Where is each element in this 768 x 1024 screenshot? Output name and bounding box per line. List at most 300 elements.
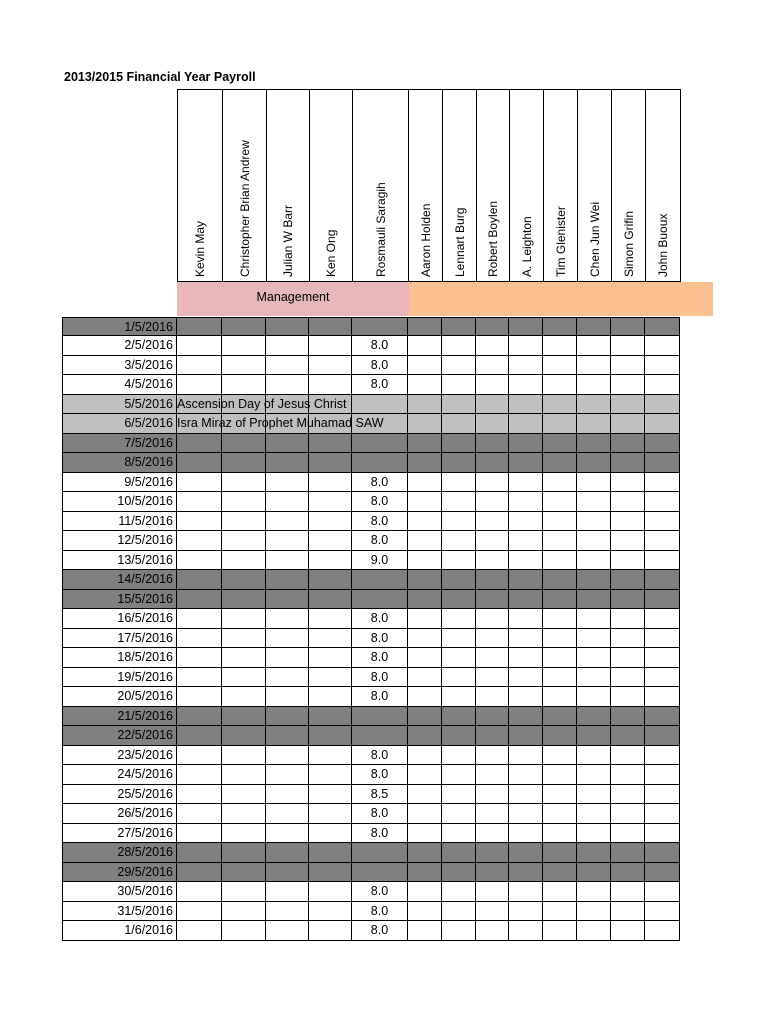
hours-cell[interactable] xyxy=(352,473,408,493)
date-cell[interactable] xyxy=(62,473,177,493)
hours-cell[interactable] xyxy=(543,707,577,727)
hours-cell[interactable] xyxy=(408,609,442,629)
hours-cell[interactable] xyxy=(352,902,408,922)
hours-cell[interactable] xyxy=(476,746,509,766)
hours-cell[interactable] xyxy=(577,726,611,746)
hours-cell[interactable] xyxy=(577,882,611,902)
hours-cell[interactable] xyxy=(577,687,611,707)
hours-cell[interactable] xyxy=(408,726,442,746)
hours-cell[interactable] xyxy=(266,434,309,454)
hours-cell[interactable] xyxy=(177,629,222,649)
date-cell[interactable] xyxy=(62,317,177,337)
hours-cell[interactable] xyxy=(309,336,352,356)
hours-cell[interactable] xyxy=(577,863,611,883)
hours-cell[interactable] xyxy=(476,492,509,512)
hours-cell[interactable] xyxy=(352,629,408,649)
hours-cell[interactable] xyxy=(476,648,509,668)
hours-cell[interactable] xyxy=(266,785,309,805)
hours-cell[interactable] xyxy=(222,317,266,337)
date-cell[interactable] xyxy=(62,707,177,727)
date-cell[interactable] xyxy=(62,863,177,883)
hours-cell[interactable] xyxy=(222,921,266,941)
hours-cell[interactable] xyxy=(442,395,476,415)
hours-cell[interactable] xyxy=(177,902,222,922)
hours-cell[interactable] xyxy=(222,746,266,766)
hours-cell[interactable] xyxy=(476,512,509,532)
hours-cell[interactable] xyxy=(645,551,680,571)
hours-cell[interactable] xyxy=(509,570,543,590)
hours-cell[interactable] xyxy=(509,765,543,785)
hours-cell[interactable] xyxy=(476,687,509,707)
hours-cell[interactable] xyxy=(577,492,611,512)
hours-cell[interactable] xyxy=(543,453,577,473)
hours-cell[interactable] xyxy=(408,707,442,727)
hours-cell[interactable] xyxy=(177,434,222,454)
hours-cell[interactable] xyxy=(309,765,352,785)
hours-cell[interactable] xyxy=(476,824,509,844)
hours-cell[interactable] xyxy=(266,863,309,883)
hours-cell[interactable] xyxy=(309,531,352,551)
hours-cell[interactable] xyxy=(577,668,611,688)
hours-cell[interactable] xyxy=(476,375,509,395)
hours-cell[interactable] xyxy=(577,765,611,785)
hours-cell[interactable] xyxy=(476,434,509,454)
hours-cell[interactable] xyxy=(645,668,680,688)
hours-cell[interactable] xyxy=(309,785,352,805)
hours-cell[interactable] xyxy=(543,551,577,571)
hours-cell[interactable] xyxy=(408,648,442,668)
hours-cell[interactable] xyxy=(577,551,611,571)
hours-cell[interactable] xyxy=(222,434,266,454)
hours-cell[interactable] xyxy=(611,551,645,571)
hours-cell[interactable] xyxy=(266,824,309,844)
hours-cell[interactable] xyxy=(543,648,577,668)
hours-cell[interactable] xyxy=(611,609,645,629)
date-cell[interactable] xyxy=(62,609,177,629)
hours-cell[interactable] xyxy=(442,453,476,473)
hours-cell[interactable] xyxy=(222,609,266,629)
hours-cell[interactable] xyxy=(177,921,222,941)
date-cell[interactable] xyxy=(62,648,177,668)
hours-cell[interactable] xyxy=(266,512,309,532)
hours-cell[interactable] xyxy=(476,453,509,473)
hours-cell[interactable] xyxy=(645,902,680,922)
hours-cell[interactable] xyxy=(442,707,476,727)
hours-cell[interactable] xyxy=(543,863,577,883)
hours-cell[interactable] xyxy=(543,531,577,551)
hours-cell[interactable] xyxy=(543,629,577,649)
hours-cell[interactable] xyxy=(509,336,543,356)
hours-cell[interactable] xyxy=(645,336,680,356)
hours-cell[interactable] xyxy=(476,863,509,883)
hours-cell[interactable] xyxy=(266,336,309,356)
hours-cell[interactable] xyxy=(611,902,645,922)
hours-cell[interactable] xyxy=(509,902,543,922)
hours-cell[interactable] xyxy=(309,453,352,473)
hours-cell[interactable] xyxy=(408,512,442,532)
hours-cell[interactable] xyxy=(543,726,577,746)
hours-cell[interactable] xyxy=(645,765,680,785)
hours-cell[interactable] xyxy=(476,590,509,610)
hours-cell[interactable] xyxy=(577,843,611,863)
date-cell[interactable] xyxy=(62,336,177,356)
hours-cell[interactable] xyxy=(611,707,645,727)
hours-cell[interactable] xyxy=(577,746,611,766)
hours-cell[interactable] xyxy=(645,395,680,415)
hours-cell[interactable] xyxy=(177,726,222,746)
hours-cell[interactable] xyxy=(611,668,645,688)
hours-cell[interactable] xyxy=(645,687,680,707)
hours-cell[interactable] xyxy=(476,473,509,493)
hours-cell[interactable] xyxy=(476,356,509,376)
hours-cell[interactable] xyxy=(442,570,476,590)
hours-cell[interactable] xyxy=(476,668,509,688)
hours-cell[interactable] xyxy=(543,746,577,766)
hours-cell[interactable] xyxy=(408,492,442,512)
hours-cell[interactable] xyxy=(408,375,442,395)
hours-cell[interactable] xyxy=(177,785,222,805)
hours-cell[interactable] xyxy=(476,531,509,551)
date-cell[interactable] xyxy=(62,512,177,532)
hours-cell[interactable] xyxy=(577,453,611,473)
hours-cell[interactable] xyxy=(509,629,543,649)
hours-cell[interactable] xyxy=(645,609,680,629)
hours-cell[interactable] xyxy=(442,336,476,356)
hours-cell[interactable] xyxy=(645,785,680,805)
hours-cell[interactable] xyxy=(442,765,476,785)
hours-cell[interactable] xyxy=(222,765,266,785)
hours-cell[interactable] xyxy=(543,414,577,434)
hours-cell[interactable] xyxy=(408,921,442,941)
date-cell[interactable] xyxy=(62,492,177,512)
hours-cell[interactable] xyxy=(476,336,509,356)
hours-cell[interactable] xyxy=(222,902,266,922)
hours-cell[interactable] xyxy=(309,804,352,824)
hours-cell[interactable] xyxy=(442,648,476,668)
hours-cell[interactable] xyxy=(645,375,680,395)
hours-cell[interactable] xyxy=(543,395,577,415)
hours-cell[interactable] xyxy=(509,804,543,824)
hours-cell[interactable] xyxy=(543,434,577,454)
hours-cell[interactable] xyxy=(352,804,408,824)
hours-cell[interactable] xyxy=(309,551,352,571)
hours-cell[interactable] xyxy=(543,785,577,805)
hours-cell[interactable] xyxy=(352,570,408,590)
hours-cell[interactable] xyxy=(645,453,680,473)
hours-cell[interactable] xyxy=(476,629,509,649)
hours-cell[interactable] xyxy=(509,531,543,551)
hours-cell[interactable] xyxy=(476,726,509,746)
hours-cell[interactable] xyxy=(645,434,680,454)
hours-cell[interactable] xyxy=(645,356,680,376)
hours-cell[interactable] xyxy=(476,765,509,785)
hours-cell[interactable] xyxy=(266,746,309,766)
hours-cell[interactable] xyxy=(611,414,645,434)
hours-cell[interactable] xyxy=(266,765,309,785)
hours-cell[interactable] xyxy=(543,824,577,844)
hours-cell[interactable] xyxy=(442,434,476,454)
hours-cell[interactable] xyxy=(222,492,266,512)
hours-cell[interactable] xyxy=(309,570,352,590)
hours-cell[interactable] xyxy=(442,492,476,512)
hours-cell[interactable] xyxy=(408,336,442,356)
hours-cell[interactable] xyxy=(177,648,222,668)
date-cell[interactable] xyxy=(62,668,177,688)
hours-cell[interactable] xyxy=(611,453,645,473)
hours-cell[interactable] xyxy=(645,492,680,512)
hours-cell[interactable] xyxy=(408,902,442,922)
hours-cell[interactable] xyxy=(352,492,408,512)
hours-cell[interactable] xyxy=(645,804,680,824)
hours-cell[interactable] xyxy=(222,882,266,902)
hours-cell[interactable] xyxy=(577,356,611,376)
hours-cell[interactable] xyxy=(442,804,476,824)
date-cell[interactable] xyxy=(62,434,177,454)
hours-cell[interactable] xyxy=(222,648,266,668)
date-cell[interactable] xyxy=(62,375,177,395)
hours-cell[interactable] xyxy=(442,609,476,629)
hours-cell[interactable] xyxy=(543,512,577,532)
hours-cell[interactable] xyxy=(309,512,352,532)
hours-cell[interactable] xyxy=(309,375,352,395)
date-cell[interactable] xyxy=(62,882,177,902)
date-cell[interactable] xyxy=(62,551,177,571)
hours-cell[interactable] xyxy=(442,921,476,941)
hours-cell[interactable] xyxy=(611,804,645,824)
hours-cell[interactable] xyxy=(577,824,611,844)
hours-cell[interactable] xyxy=(611,921,645,941)
hours-cell[interactable] xyxy=(408,804,442,824)
hours-cell[interactable] xyxy=(352,434,408,454)
hours-cell[interactable] xyxy=(177,336,222,356)
hours-cell[interactable] xyxy=(476,609,509,629)
hours-cell[interactable] xyxy=(645,473,680,493)
hours-cell[interactable] xyxy=(177,473,222,493)
hours-cell[interactable] xyxy=(442,726,476,746)
hours-cell[interactable] xyxy=(577,785,611,805)
hours-cell[interactable] xyxy=(266,473,309,493)
hours-cell[interactable] xyxy=(509,453,543,473)
hours-cell[interactable] xyxy=(476,395,509,415)
hours-cell[interactable] xyxy=(309,629,352,649)
hours-cell[interactable] xyxy=(352,336,408,356)
hours-cell[interactable] xyxy=(611,843,645,863)
hours-cell[interactable] xyxy=(222,531,266,551)
hours-cell[interactable] xyxy=(509,317,543,337)
hours-cell[interactable] xyxy=(577,570,611,590)
hours-cell[interactable] xyxy=(611,570,645,590)
hours-cell[interactable] xyxy=(408,863,442,883)
hours-cell[interactable] xyxy=(177,492,222,512)
date-cell[interactable] xyxy=(62,746,177,766)
hours-cell[interactable] xyxy=(509,921,543,941)
hours-cell[interactable] xyxy=(577,921,611,941)
hours-cell[interactable] xyxy=(177,453,222,473)
hours-cell[interactable] xyxy=(645,648,680,668)
hours-cell[interactable] xyxy=(442,746,476,766)
hours-cell[interactable] xyxy=(177,765,222,785)
hours-cell[interactable] xyxy=(352,375,408,395)
hours-cell[interactable] xyxy=(577,336,611,356)
date-cell[interactable] xyxy=(62,570,177,590)
hours-cell[interactable] xyxy=(408,317,442,337)
hours-cell[interactable] xyxy=(543,902,577,922)
hours-cell[interactable] xyxy=(222,512,266,532)
hours-cell[interactable] xyxy=(611,648,645,668)
hours-cell[interactable] xyxy=(442,863,476,883)
hours-cell[interactable] xyxy=(352,512,408,532)
hours-cell[interactable] xyxy=(577,434,611,454)
hours-cell[interactable] xyxy=(543,687,577,707)
hours-cell[interactable] xyxy=(509,707,543,727)
hours-cell[interactable] xyxy=(309,317,352,337)
hours-cell[interactable] xyxy=(177,317,222,337)
hours-cell[interactable] xyxy=(266,648,309,668)
hours-cell[interactable] xyxy=(509,356,543,376)
hours-cell[interactable] xyxy=(476,921,509,941)
date-cell[interactable] xyxy=(62,785,177,805)
hours-cell[interactable] xyxy=(611,863,645,883)
hours-cell[interactable] xyxy=(611,336,645,356)
hours-cell[interactable] xyxy=(222,473,266,493)
hours-cell[interactable] xyxy=(611,687,645,707)
hours-cell[interactable] xyxy=(476,570,509,590)
hours-cell[interactable] xyxy=(509,590,543,610)
hours-cell[interactable] xyxy=(309,609,352,629)
hours-cell[interactable] xyxy=(266,902,309,922)
hours-cell[interactable] xyxy=(577,590,611,610)
date-cell[interactable] xyxy=(62,843,177,863)
hours-cell[interactable] xyxy=(543,609,577,629)
hours-cell[interactable] xyxy=(177,551,222,571)
hours-cell[interactable] xyxy=(222,453,266,473)
hours-cell[interactable] xyxy=(266,551,309,571)
hours-cell[interactable] xyxy=(266,356,309,376)
hours-cell[interactable] xyxy=(266,668,309,688)
hours-cell[interactable] xyxy=(408,570,442,590)
hours-cell[interactable] xyxy=(442,785,476,805)
hours-cell[interactable] xyxy=(476,707,509,727)
hours-cell[interactable] xyxy=(543,570,577,590)
hours-cell[interactable] xyxy=(543,492,577,512)
hours-cell[interactable] xyxy=(509,512,543,532)
hours-cell[interactable] xyxy=(509,824,543,844)
hours-cell[interactable] xyxy=(222,785,266,805)
hours-cell[interactable] xyxy=(222,824,266,844)
hours-cell[interactable] xyxy=(408,453,442,473)
hours-cell[interactable] xyxy=(408,629,442,649)
hours-cell[interactable] xyxy=(266,804,309,824)
hours-cell[interactable] xyxy=(611,473,645,493)
hours-cell[interactable] xyxy=(611,882,645,902)
hours-cell[interactable] xyxy=(222,687,266,707)
hours-cell[interactable] xyxy=(543,921,577,941)
hours-cell[interactable] xyxy=(309,902,352,922)
hours-cell[interactable] xyxy=(509,687,543,707)
hours-cell[interactable] xyxy=(266,590,309,610)
hours-cell[interactable] xyxy=(352,765,408,785)
hours-cell[interactable] xyxy=(266,609,309,629)
hours-cell[interactable] xyxy=(177,843,222,863)
hours-cell[interactable] xyxy=(577,375,611,395)
hours-cell[interactable] xyxy=(442,356,476,376)
hours-cell[interactable] xyxy=(266,375,309,395)
hours-cell[interactable] xyxy=(543,843,577,863)
hours-cell[interactable] xyxy=(509,882,543,902)
hours-cell[interactable] xyxy=(309,590,352,610)
hours-cell[interactable] xyxy=(352,356,408,376)
hours-cell[interactable] xyxy=(177,824,222,844)
date-cell[interactable] xyxy=(62,765,177,785)
hours-cell[interactable] xyxy=(476,902,509,922)
hours-cell[interactable] xyxy=(309,746,352,766)
hours-cell[interactable] xyxy=(611,356,645,376)
hours-cell[interactable] xyxy=(442,317,476,337)
hours-cell[interactable] xyxy=(476,317,509,337)
date-cell[interactable] xyxy=(62,453,177,473)
hours-cell[interactable] xyxy=(442,473,476,493)
hours-cell[interactable] xyxy=(352,785,408,805)
hours-cell[interactable] xyxy=(645,882,680,902)
hours-cell[interactable] xyxy=(352,707,408,727)
hours-cell[interactable] xyxy=(442,824,476,844)
hours-cell[interactable] xyxy=(222,570,266,590)
hours-cell[interactable] xyxy=(408,531,442,551)
hours-cell[interactable] xyxy=(309,434,352,454)
hours-cell[interactable] xyxy=(611,785,645,805)
hours-cell[interactable] xyxy=(177,375,222,395)
hours-cell[interactable] xyxy=(577,804,611,824)
date-cell[interactable] xyxy=(62,531,177,551)
hours-cell[interactable] xyxy=(177,590,222,610)
hours-cell[interactable] xyxy=(577,902,611,922)
hours-cell[interactable] xyxy=(645,726,680,746)
hours-cell[interactable] xyxy=(543,668,577,688)
hours-cell[interactable] xyxy=(509,746,543,766)
hours-cell[interactable] xyxy=(543,590,577,610)
hours-cell[interactable] xyxy=(309,648,352,668)
hours-cell[interactable] xyxy=(222,726,266,746)
hours-cell[interactable] xyxy=(408,824,442,844)
hours-cell[interactable] xyxy=(509,648,543,668)
hours-cell[interactable] xyxy=(177,531,222,551)
hours-cell[interactable] xyxy=(309,687,352,707)
hours-cell[interactable] xyxy=(309,356,352,376)
hours-cell[interactable] xyxy=(266,882,309,902)
hours-cell[interactable] xyxy=(476,804,509,824)
date-cell[interactable] xyxy=(62,902,177,922)
hours-cell[interactable] xyxy=(177,882,222,902)
hours-cell[interactable] xyxy=(509,863,543,883)
hours-cell[interactable] xyxy=(577,531,611,551)
hours-cell[interactable] xyxy=(611,492,645,512)
hours-cell[interactable] xyxy=(352,687,408,707)
hours-cell[interactable] xyxy=(177,609,222,629)
hours-cell[interactable] xyxy=(177,668,222,688)
hours-cell[interactable] xyxy=(408,551,442,571)
hours-cell[interactable] xyxy=(309,473,352,493)
hours-cell[interactable] xyxy=(309,882,352,902)
date-cell[interactable] xyxy=(62,356,177,376)
hours-cell[interactable] xyxy=(611,375,645,395)
hours-cell[interactable] xyxy=(543,336,577,356)
date-cell[interactable] xyxy=(62,395,177,415)
hours-cell[interactable] xyxy=(645,414,680,434)
hours-cell[interactable] xyxy=(442,882,476,902)
hours-cell[interactable] xyxy=(222,863,266,883)
hours-cell[interactable] xyxy=(476,785,509,805)
hours-cell[interactable] xyxy=(352,317,408,337)
